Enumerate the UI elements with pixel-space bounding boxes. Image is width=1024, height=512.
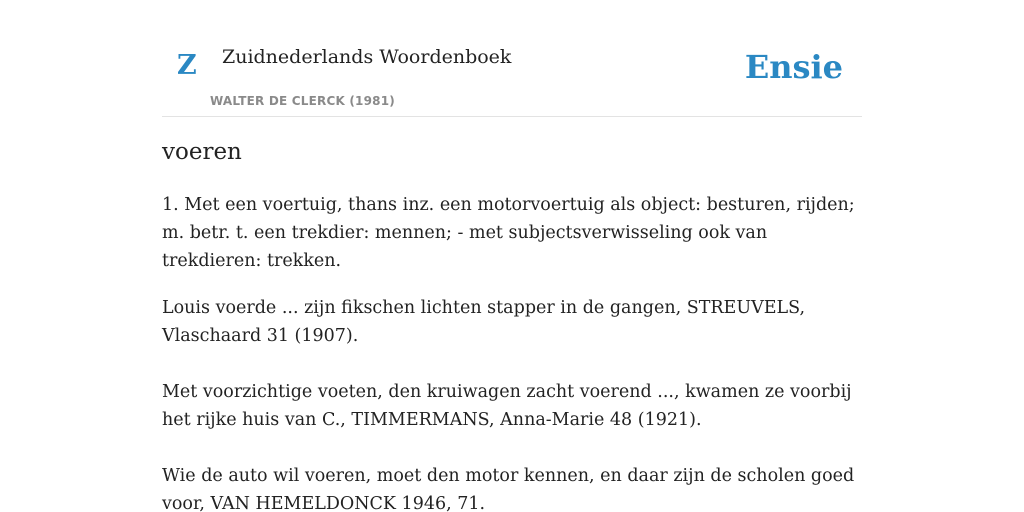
entry-content [162, 191, 862, 512]
ensie-logo[interactable]: Ensie [744, 48, 843, 86]
headword: voeren [162, 139, 242, 165]
quote-item: Met voorzichtige voeten, den kruiwagen zacht voerend ..., kwamen ze voorbij het rijke huis van C., TIMMERMANS, Anna-Marie 48 (1921). [162, 382, 852, 430]
dictionary-author: WALTER DE CLERCK (1981) [210, 94, 395, 108]
quote-item: Louis voerde ... zijn fikschen lichten stapper in de gangen, STREUVELS, Vlaschaard 31 (1907). [162, 298, 806, 346]
quotes-list [162, 294, 862, 512]
dictionary-title[interactable]: Zuidnederlands Woordenboek [222, 46, 512, 68]
definition-text: 1. Met een voertuig, thans inz. een motorvoertuig als object: besturen, rijden; m. betr. t. een trekdier: mennen; - met subjectsverwisseling ook van trekdieren: trekken. [162, 195, 855, 271]
quote-item: Wie de auto wil voeren, moet den motor kennen, en daar zijn de scholen goed voor, VAN HEMELDONCK 1946, 71. [162, 466, 855, 512]
dictionary-logo[interactable]: Z [177, 50, 197, 81]
dictionary-header [162, 0, 862, 117]
